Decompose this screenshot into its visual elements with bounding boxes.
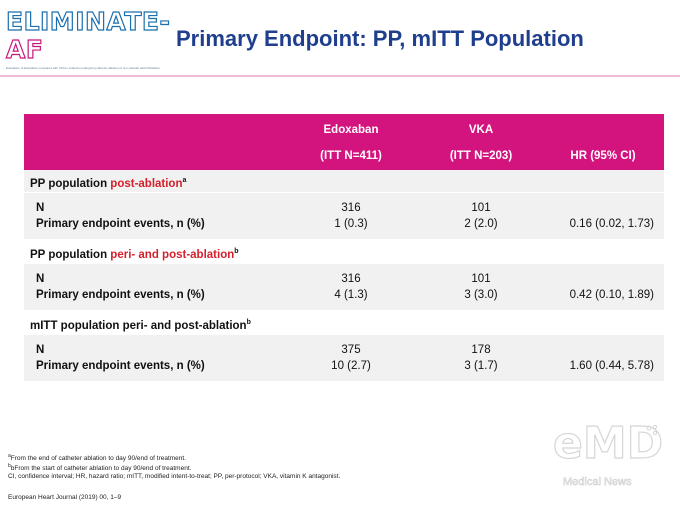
hr-value: 1.60 (0.44, 5.78) — [569, 360, 654, 372]
section-title-text: PP population — [30, 248, 111, 261]
logo-accent-text: AF — [6, 35, 44, 64]
header-edoxaban: Edoxaban — [323, 124, 379, 136]
header-vka: VKA — [468, 124, 494, 136]
edoxaban-event-value: 10 (2.7) — [331, 360, 371, 372]
vka-n-value: 101 — [471, 273, 491, 285]
hr-value: 0.16 (0.02, 1.73) — [569, 218, 654, 230]
header-edoxaban-n: (ITT N=411) — [320, 150, 382, 162]
footnote-a-mark: a — [8, 453, 11, 459]
event-label: Primary endpoint events, n (%) — [36, 289, 205, 301]
logo-main-text: ELIMINATE- — [6, 7, 171, 36]
emd-watermark — [553, 418, 664, 492]
footnote-a-text: From the end of catheter ablation to day 90/end of treatment. — [10, 455, 187, 463]
footnote-b — [8, 463, 191, 472]
eliminate-af-logo — [6, 7, 171, 70]
section-title-highlight: post-ablation — [110, 177, 183, 190]
vka-n-value: 178 — [471, 344, 491, 356]
results-table — [24, 114, 664, 383]
watermark-dots-icon — [645, 424, 659, 438]
section-body — [24, 335, 664, 383]
vka-n-value: 101 — [471, 202, 491, 214]
title-divider — [0, 75, 680, 77]
section-title — [24, 241, 664, 264]
watermark-main: eMD — [553, 418, 664, 469]
edoxaban-n-value: 316 — [341, 202, 361, 214]
section-body — [24, 264, 664, 312]
n-label: N — [36, 202, 45, 214]
section-title-text: mITT population peri- and post-ablation — [30, 319, 247, 332]
logo-tagline: Evaluation of Edoxaban compared with VKA in subjects undergoing catheter ablation of non-valvular atrial fibrillation — [6, 66, 160, 70]
n-label: N — [36, 344, 45, 356]
footnote-mark: a — [182, 177, 187, 184]
section-title-highlight: peri- and post-ablation — [110, 248, 235, 261]
edoxaban-n-value: 316 — [341, 273, 361, 285]
watermark-sub: Medical News — [563, 476, 632, 488]
hr-value: 0.42 (0.10, 1.89) — [569, 289, 654, 301]
n-label: N — [36, 273, 45, 285]
footnote-b-mark: b — [8, 463, 11, 469]
header-vka-n: (ITT N=203) — [449, 150, 513, 162]
edoxaban-event-value: 4 (1.3) — [334, 289, 368, 301]
vka-event-value: 3 (3.0) — [464, 289, 498, 301]
footnote-abbreviations: CI, confidence interval; HR, hazard ratio; mITT, modified intent-to-treat; PP, per-protocol; VKA, vitamin K antagonist. — [8, 473, 341, 480]
section-title — [24, 170, 664, 193]
slide-title: Primary Endpoint: PP, mITT Population — [176, 26, 584, 51]
edoxaban-event-value: 1 (0.3) — [334, 218, 368, 230]
event-label: Primary endpoint events, n (%) — [36, 360, 205, 372]
footnote-a — [8, 453, 186, 462]
footnote-b-text: bFrom the start of catheter ablation to day 90/end of treatment. — [10, 465, 192, 473]
vka-event-value: 3 (1.7) — [464, 360, 498, 372]
edoxaban-n-value: 375 — [341, 344, 361, 356]
section-title-text: PP population — [30, 177, 111, 190]
vka-event-value: 2 (2.0) — [464, 218, 498, 230]
header-hr: HR (95% CI) — [570, 150, 636, 162]
footnote-mark: b — [234, 248, 239, 255]
footnote-mark: b — [246, 319, 251, 326]
table-header — [24, 114, 664, 170]
journal-reference: European Heart Journal (2019) 00, 1–9 — [8, 494, 122, 501]
section-title — [24, 312, 664, 335]
event-label: Primary endpoint events, n (%) — [36, 218, 205, 230]
section-body — [24, 193, 664, 241]
